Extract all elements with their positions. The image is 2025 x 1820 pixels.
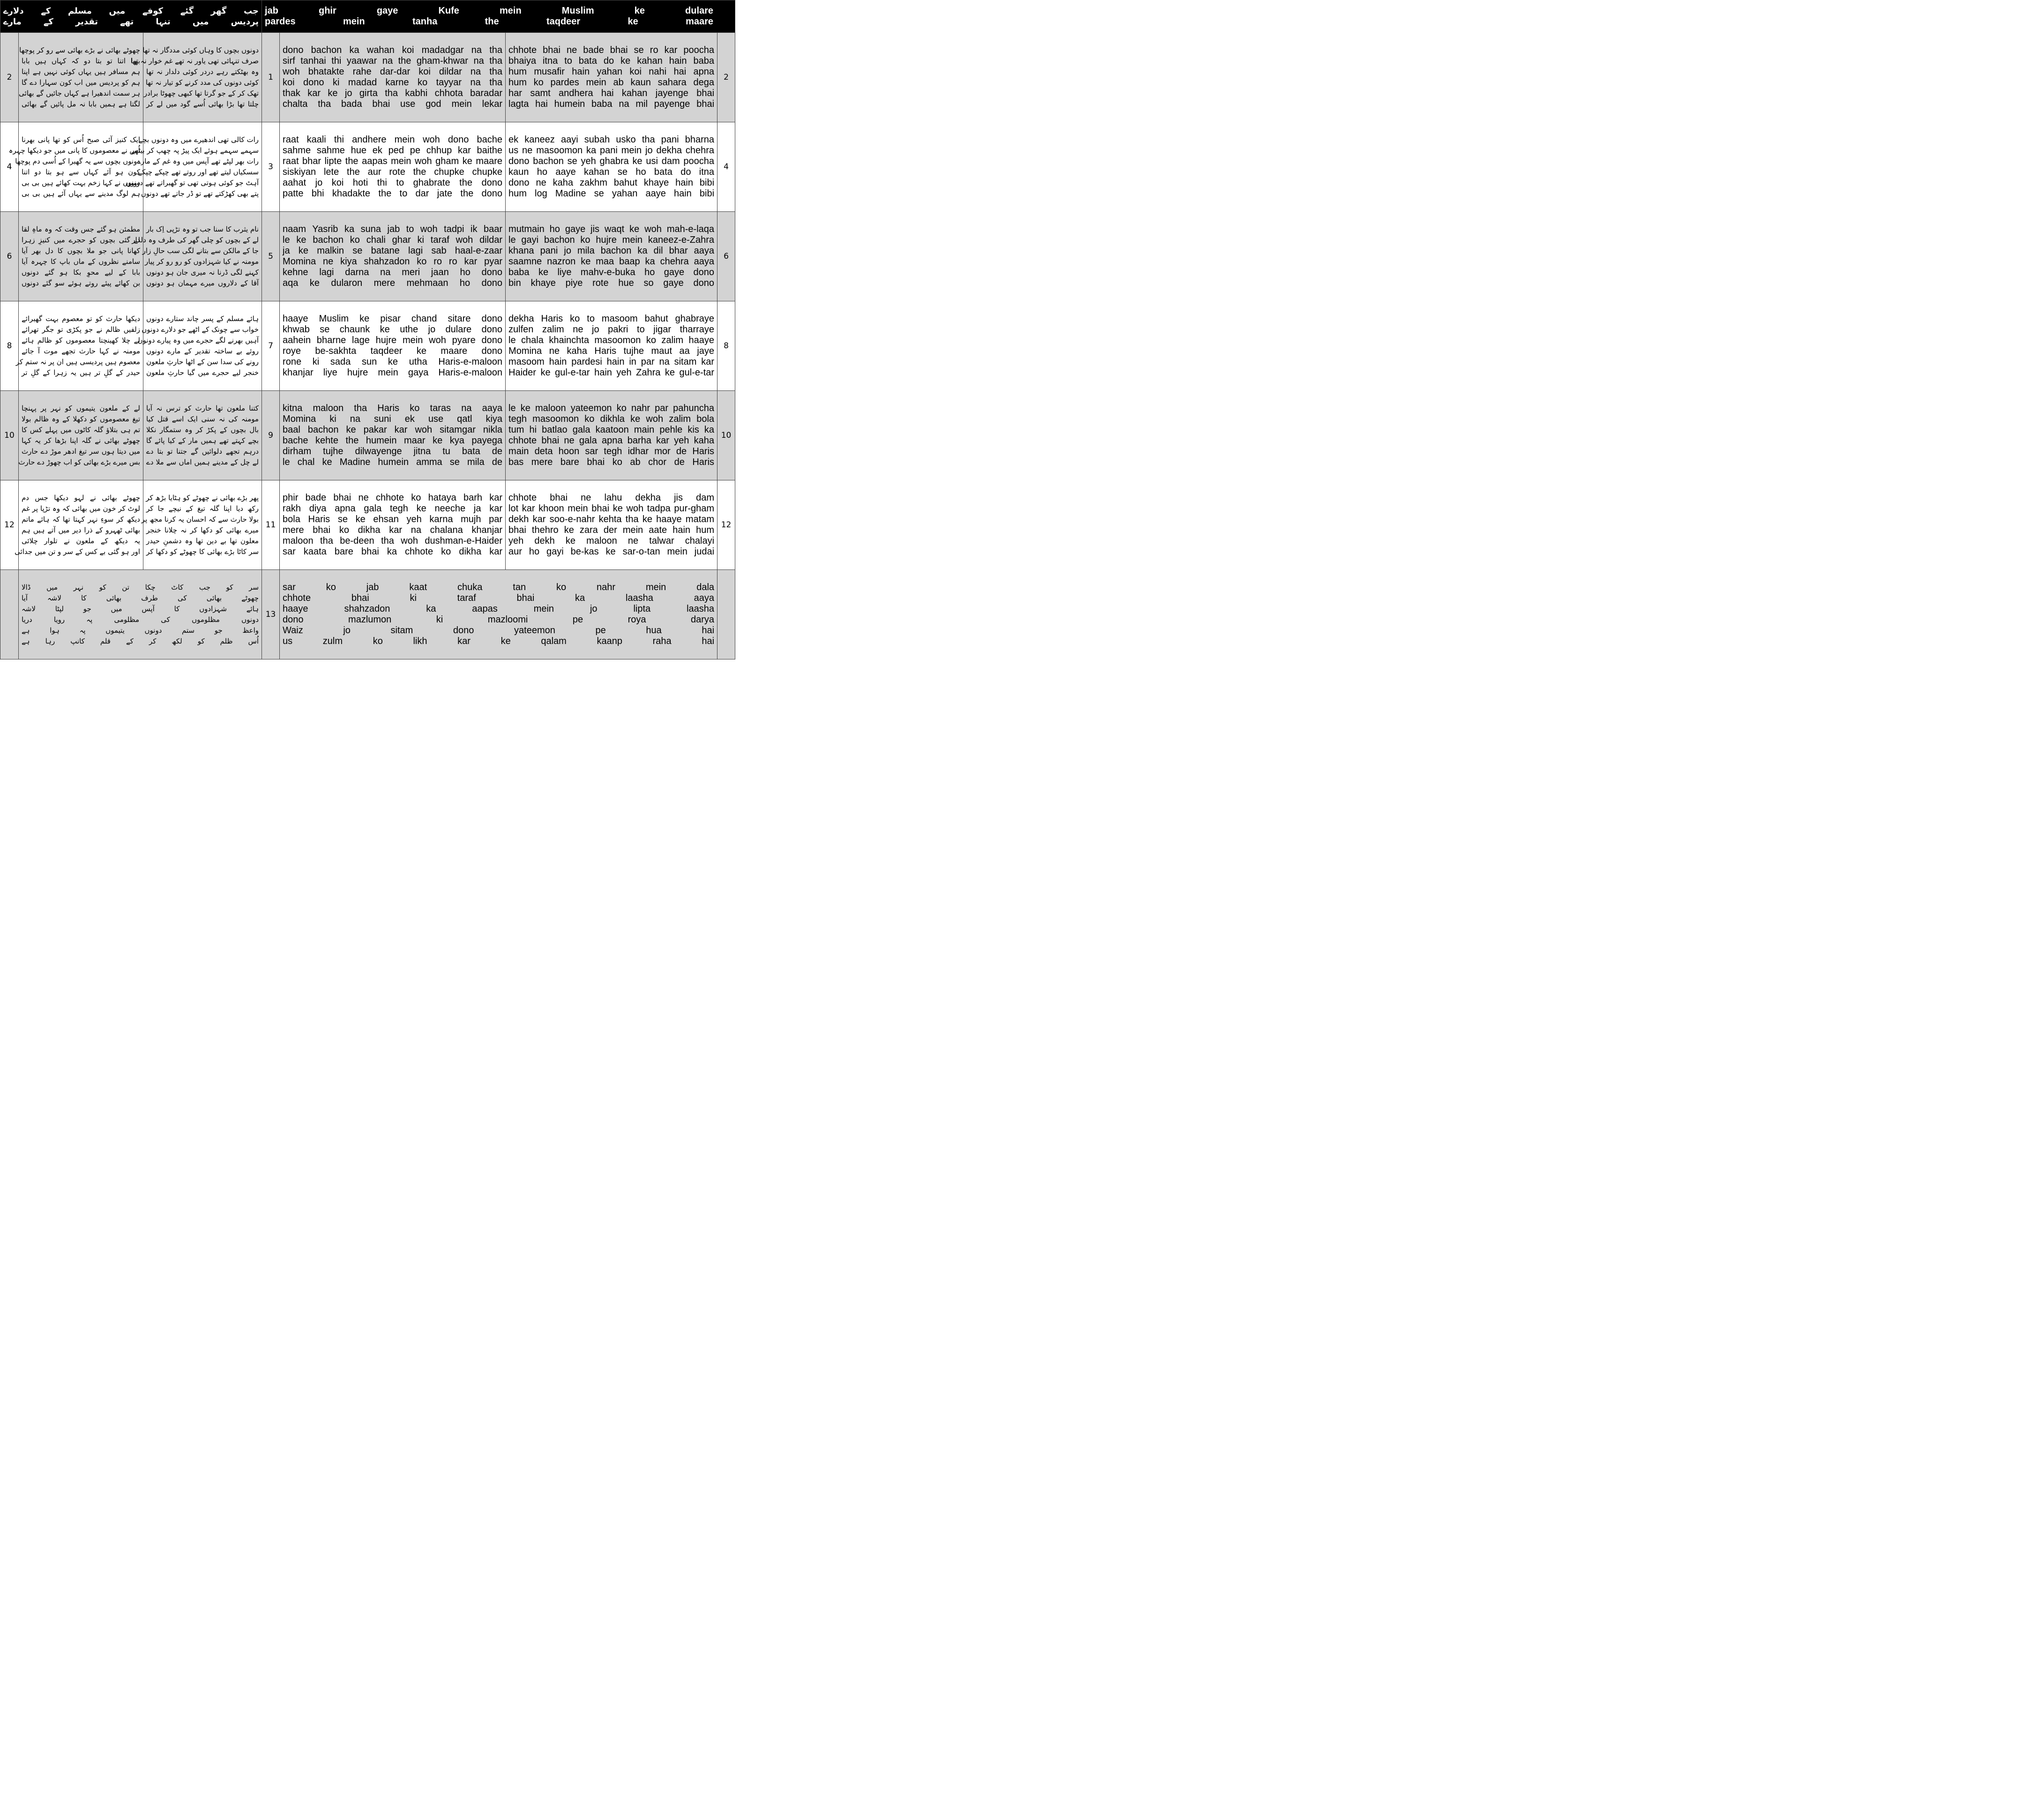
left-stanza-number: 8 [0,301,19,391]
left-stanza-number: 6 [0,212,19,301]
verse-line: chhote bhai ne bade bhai se ro kar poocha [508,45,715,55]
verse-line: us ne masoomon ka pani mein jo dekha chehra [508,145,715,156]
verse-line: baal bachon ke pakar kar woh sitamgar nikla [283,425,503,435]
verse-line: lot kar khoon mein bhai ke woh tadpa pur-gham [508,503,715,514]
urdu-stanza-even [15,301,143,391]
urdu-stanza-even [8,122,143,212]
verse-line: roye be-sakhta taqdeer ke maare dono [283,346,503,356]
verse-line: بھائی ٹھہرو کے ذرا دیر میں آتے ہیں ہم [22,526,140,534]
verse-line: ہر سمت اندھیرا ہے کہاں جائیں گے بھائی [19,89,140,97]
verse-line: le ke bachon ko chali ghar ki taraf woh dildar [283,235,503,245]
verse-line: ہائے مسلم کے پسر چاند ستارے دونوں [146,315,259,323]
verse-line: سسکیاں لیتے تھے اور روتے تھے چپکے چپکے [138,168,259,176]
right-stanza-number: 4 [717,122,735,212]
verse-line: zulfen zalim ne jo pakri to jigar tharraye [508,324,715,335]
middle-stanza-number: 13 [262,570,280,659]
verse-line: har samt andhera hai kahan jayenge bhai [508,88,715,98]
verse-line: baba ke liye mahv-e-buka ho gaye dono [508,267,715,277]
right-stanza-number [717,570,735,659]
verse-line: bas mere bare bhai ko ab chor de Haris [508,457,715,467]
stanza-row [0,33,735,122]
verse-line: thak kar ke jo girta tha kabhi chhota baradar [283,88,503,98]
verse-line: sar ko jab kaat chuka tan ko nahr mein dala [283,582,715,592]
verse-line: تھک کر کے جو گرتا تھا کبھی چھوٹا برادر [143,89,259,97]
verse-line: aur ho gayi be-kas ke sar-o-tan mein judai [508,547,715,557]
verse-line: saamne nazron ke maa baap ka chehra aaya [508,256,715,267]
verse-line: aahein bharne lage hujre mein woh pyare dono [283,335,503,345]
verse-line: raat bhar lipte the aapas mein woh gham ke maare [283,156,503,166]
roman-stanza-odd [280,480,506,570]
middle-stanza-number: 7 [262,301,280,391]
verse-line: مومنہ نے کیا شہزادوں کو رو رو کر پیار [145,257,259,266]
verse-line: mutmain ho gaye jis waqt ke woh mah-e-laqa [508,224,715,234]
verse-line: تم ہی بتلاؤ گلہ کاٹوں میں پہلے کس کا [22,426,140,434]
verse-line: آہیں بھرنے لگے حجرے میں وہ پیارے دونوں [137,336,259,345]
verse-line: کون ہو آئے کہاں سے ہو بتا دو اتنا [22,168,140,176]
roman-stanza-odd [280,391,506,480]
verse-line: dekh kar soo-e-nahr kehta tha ke haaye matam [508,514,715,524]
verse-line: کہنے لگی ڈرنا نہ میری جان ہو دونوں [146,268,259,277]
verse-line: sahme sahme hue ek ped pe chhup kar baithe [283,145,503,156]
verse-line: le gayi bachon ko hujre mein kaneez-e-Zahra [508,235,715,245]
middle-stanza-number: 3 [262,122,280,212]
verse-line: koi dono ki madad karne ko tayyar na tha [283,77,503,88]
verse-line: بس میرے بڑے بھائی کو اب چھوڑ دے حارث [18,458,140,466]
verse-line: بچے کہتے تھے ہمیں مار کے کیا پائے گا [146,436,259,445]
verse-line: ہم مسافر ہیں یہاں کوئی نہیں ہے اپنا [22,67,140,76]
verse-line: maloon tha be-deen tha woh dushman-e-Haider [283,536,503,546]
verse-line: mere bhai ko dikha kar na chalana khanjar [283,525,503,535]
verse-line: patte bhi khadakte the to dar jate the dono [283,188,503,199]
verse-line: bache kehte the humein maar ke kya payega [283,435,503,446]
verse-line: bola Haris se ke ehsan yeh karna mujh par [283,514,503,524]
roman-stanza-even [506,33,717,122]
verse-line: bin khaye piye rote hue so gaye dono [508,278,715,288]
verse-line: لے چل کے مدینے ہمیں اماں سے ملا دے [146,458,259,466]
verse-line: دونوں بچوں سے یہ گھبرا کے اُسی دم پوچھا [15,157,140,165]
verse-line: hum log Madine se yahan aaye hain bibi [508,188,715,199]
verse-line: لے کے بچوں کو چلی گھر کی طرف وہ دلدار [132,236,259,244]
verse-line: رات بھر لپٹے تھے آپس میں وہ غم کے مارے [137,157,259,165]
verse-line: معلون تھا بے دین تھا وہ دشمنِ حیدر [146,537,259,545]
header-urdu-line: جب گھر گئے کوفے میں مسلم کے دلارے [3,6,259,16]
verse-line: درہم تجھے دلوائیں گے جتنا تو بتا دے [146,447,259,456]
verse-line: معصوم ہیں پردیسی ہیں ان پر نہ ستم کر [15,358,140,366]
header-roman-line: jab ghir gaye Kufe mein Muslim ke dulare [265,6,714,16]
header-urdu [0,0,262,33]
verse-line: اُس ظلم کو لکھ کر کے قلم کانپ رہا ہے [22,637,259,645]
verse-line: تیغ معصوموں کو دکھلا کے وہ ظالم بولا [22,415,140,423]
verse-line: chhote bhai ne gala apna barha kar yeh kaha [508,435,715,446]
verse-line: کھانا پانی جو ملا بچوں کا دل بھر آیا [22,247,140,255]
verse-line: le chala khainchta masoomon ko zalim haaye [508,335,715,345]
left-stanza-number [0,570,19,659]
urdu-stanza-even [19,33,143,122]
verse-line: دیکھ کر سوءِ نہر کہتا تھا کہ ہائے ماتم [22,515,140,524]
verse-line: میں دیتا ہوں سر تیغ ادھر موڑ دے حارث [22,447,140,456]
left-stanza-number: 12 [0,480,19,570]
verse-line: khana pani jo mila bachon ka dil bhar aaya [508,246,715,256]
verse-line: khwab se chaunk ke uthe jo dulare dono [283,324,503,335]
left-stanza-number: 2 [0,33,19,122]
verse-line: آہٹ جو کوئی ہوتی تھی تو گھبراتے تھے دونوں [126,179,259,187]
urdu-stanza-odd [131,33,262,122]
verse-line: اور ہو گئی بے کس کے سر و تن میں جدائی [15,547,140,556]
verse-line: دونوں مظلوموں کی مظلومی پہ رویا دریا [22,615,259,624]
header-roman-line: pardes mein tanha the taqdeer ke maare [265,16,714,27]
verse-line: لے کے ملعون یتیموں کو نہر پر پہنچا [22,404,140,412]
verse-line: rakh diya apna gala tegh ke neeche ja kar [283,503,503,514]
verse-line: ہم کو پردیس میں اب کون سہارا دے گا [22,78,140,87]
middle-stanza-number: 1 [262,33,280,122]
verse-line: sirf tanhai thi yaawar na the gham-khwar na tha [283,56,503,66]
verse-line: bhaiya itna to bata do ke kahan hain baba [508,56,715,66]
verse-line: چھوٹے بھائی نے گلہ اپنا بڑھا کر یہ کہا [22,436,140,445]
verse-line: us zulm ko likh kar ke qalam kaanp raha hai [283,636,715,646]
right-stanza-number: 10 [717,391,735,480]
verse-line: chhote bhai ki taraf bhai ka laasha aaya [283,593,715,603]
verse-line: دونوں نے کہا زخم بہت کھائے ہیں بی بی [22,179,140,187]
verse-line: kaun ho aaye kahan se ho bata do itna [508,167,715,177]
right-stanza-number: 12 [717,480,735,570]
verse-line: مومنہ کی نہ سنی ایک اسے قتل کیا [146,415,259,423]
urdu-stanza-odd [132,212,262,301]
roman-stanza-even [506,212,717,301]
verse-line: روئے بے ساختہ تقدیر کے مارے دونوں [146,347,259,355]
verse-line: ہم لوگ مدینے سے یہاں آئے ہیں بی بی [22,189,140,198]
verse-line: kitna maloon tha Haris ko taras na aaya [283,403,503,413]
verse-line: لے گئی بچوں کو حجرے میں کنیزِ زہرا [22,236,140,244]
roman-stanza-full [280,570,717,659]
left-stanza-number: 10 [0,391,19,480]
verse-line: Haider ke gul-e-tar hain yeh Zahra ke gul-e-tar [508,367,715,378]
roman-stanza-even [506,301,717,391]
verse-line: chhote bhai ne lahu dekha jis dam [508,493,715,503]
verse-line: chalta tha bada bhai use god mein lekar [283,99,503,109]
urdu-stanza-odd [143,480,262,570]
verse-line: جا کے مالکن سے بتانے لگی سب حالِ زار [142,247,259,255]
verse-line: بال بچوں کے پکڑ کر وہ ستمگار نکلا [146,426,259,434]
urdu-stanza-odd [137,301,262,391]
verse-line: dono mazlumon ki mazloomi pe roya darya [283,614,715,625]
urdu-stanza-even [19,212,143,301]
verse-line: بابا کے لیے محوِ بکا ہو گئے دونوں [22,268,140,277]
verse-line: بھیا اتنا تو بتا دو کہ کہاں ہیں بابا [22,57,140,65]
verse-line: دونوں بچوں کا وہاں کوئی مددگار نہ تھا [142,46,259,54]
roman-stanza-odd [280,122,506,212]
verse-line: لگتا ہے ہمیں بابا نہ مل پائیں گے بھائی [22,100,140,108]
verse-line: khanjar liye hujre mein gaya Haris-e-maloon [283,367,503,378]
verse-line: tegh masoomon ko dikhla ke woh zalim bola [508,414,715,424]
verse-line: کوئی دونوں کی مدد کرنے کو تیار نہ تھا [145,78,259,87]
verse-line: ایک کنیز آئی صبح اُس کو تھا پانی بھرنا [22,135,140,144]
header-roman [262,0,735,33]
verse-line: چھوٹے بھائی نے بڑے بھائی سے رو کر پوچھا [19,46,140,54]
verse-line: dirham tujhe dilwayenge jitna tu bata de [283,446,503,457]
verse-line: main deta hoon sar tegh idhar mor de Haris [508,446,715,457]
verse-line: Momina ki na suni ek use qatl kiya [283,414,503,424]
roman-stanza-odd [280,301,506,391]
verse-line: dekha Haris ko to masoom bahut ghabraye [508,314,715,324]
verse-line: bhai thehro ke zara der mein aate hain hum [508,525,715,535]
verse-line: Waiz jo sitam dono yateemon pe hua hai [283,625,715,636]
verse-line: خواب سے چونک کے اٹھے جو دلارے دونوں [142,325,259,334]
roman-stanza-even [506,480,717,570]
lyrics-page [0,0,735,659]
stanza-row [0,122,735,212]
verse-line: lagta hai humein baba na mil payenge bhai [508,99,715,109]
verse-line: اُس نے معصوموں کا پانی میں جو دیکھا چہرہ [8,146,140,155]
verse-line: hum ko pardes mein ab kaun sahara dega [508,77,715,88]
stanza-row [0,391,735,480]
verse-line: سر کاٹا بڑے بھائی کا چھوٹے کو دکھا کر [146,547,259,556]
verse-line: وہ بھٹکتے رہے دردر کوئی دلدار نہ تھا [146,67,259,76]
urdu-stanza-even [15,480,143,570]
roman-stanza-odd [280,212,506,301]
verse-line: رونے کی سدا سن کے اٹھا حارثِ ملعون [146,358,259,366]
right-stanza-number: 2 [717,33,735,122]
middle-stanza-number: 9 [262,391,280,480]
verse-line: tum hi batlao gala kaatoon main pehle kis ka [508,425,715,435]
verse-line: خنجر لیے حجرے میں گیا حارثِ ملعون [146,368,259,377]
middle-stanza-number: 5 [262,212,280,301]
urdu-stanza-full [19,570,262,659]
verse-line: یہ دیکھ کے ملعون نے تلوار چلائی [22,537,140,545]
verse-line: سہمے سہمے ہوئے ایک پیڑ پہ چھپ کر بیٹھے [131,146,259,155]
verse-line: کتنا ملعون تھا حارث کو ترس نہ آیا [146,404,259,412]
verse-line: حیدر کے گلِ تر ہیں یہ زہرا کے گلِ تر [22,368,140,377]
stanza-row [0,301,735,391]
urdu-stanza-even [19,391,143,480]
verse-line: aahat jo koi hoti thi to ghabrate the dono [283,178,503,188]
verse-line: چھوٹے بھائی کی طرف بھائی کا لاشہ آیا [22,594,259,602]
verse-line: ja ke malkin se batane lagi sab haal-e-zaar [283,246,503,256]
verse-line: مومنہ نے کہا حارث تجھے موت آ جائے [22,347,140,355]
right-stanza-number: 8 [717,301,735,391]
verse-line: زلفیں ظالم نے جو پکڑی تو جگر تھرائے [22,325,140,334]
verse-line: le chal ke Madine humein amma se mila de [283,457,503,467]
middle-stanza-number: 11 [262,480,280,570]
verse-line: ہائے شہزادوں کا آپس میں جو لپٹا لاشہ [22,605,259,613]
verse-line: phir bade bhai ne chhote ko hataya barh kar [283,493,503,503]
verse-line: بولا حارث سے کہ احسان یہ کرنا مجھ پر [141,515,259,524]
verse-line: raat kaali thi andhere mein woh dono bache [283,135,503,145]
verse-line: siskiyan lete the aur rote the chupke chupke [283,167,503,177]
verse-line: میرے بھائی کو دکھا کر نہ چلانا خنجر [146,526,259,534]
verse-line: پھر بڑے بھائی نے چھوٹے کو ہٹایا بڑھ کر [146,494,259,502]
verse-line: kehne lagi darna na meri jaan ho dono [283,267,503,277]
left-stanza-number: 4 [0,122,19,212]
stanza-row [0,570,735,659]
verse-line: rone ki sada sun ke utha Haris-e-maloon [283,357,503,367]
verse-line: رکھ دیا اپنا گلہ تیغ کے نیچے جا کر [146,504,259,513]
verse-line: واعظ جو ستم دونوں یتیموں پہ ہوا ہے [22,626,259,635]
verse-line: masoom hain pardesi hain in par na sitam kar [508,357,715,367]
urdu-stanza-odd [126,122,262,212]
verse-line: لوٹ کر خون میں بھائی کہ وہ تڑپا پر غم [22,504,140,513]
verse-line: Momina ne kaha Haris tujhe maut aa jaye [508,346,715,356]
stanza-row [0,480,735,570]
verse-line: le ke maloon yateemon ko nahr par pahuncha [508,403,715,413]
right-stanza-number: 6 [717,212,735,301]
verse-line: naam Yasrib ka suna jab to woh tadpi ik baar [283,224,503,234]
verse-line: Momina ne kiya shahzadon ko ro ro kar pyar [283,256,503,267]
lyrics-table [0,0,735,659]
roman-stanza-even [506,391,717,480]
verse-line: yeh dekh ke maloon ne talwar chalayi [508,536,715,546]
roman-stanza-odd [280,33,506,122]
verse-line: مطمئن ہو گئے جس وقت کہ وہ ماہِ لقا [22,225,140,233]
stanza-row [0,212,735,301]
verse-line: لے چلا کھینچتا معصوموں کو ظالم ہائے [22,336,140,345]
verse-line: haaye Muslim ke pisar chand sitare dono [283,314,503,324]
verse-line: haaye shahzadon ka aapas mein jo lipta laasha [283,604,715,614]
verse-line: سامنے نظروں کے ماں باپ کا چہرہ آیا [22,257,140,266]
urdu-stanza-odd [143,391,262,480]
verse-line: چھوٹے بھائی نے لہو دیکھا جس دم [22,494,140,502]
verse-line: بن کھائے پیئے روتے ہوئے سو گئے دونوں [22,279,140,287]
verse-line: woh bhatakte rahe dar-dar koi dildar na tha [283,67,503,77]
header-row [0,0,735,33]
verse-line: dono ne kaha zakhm bahut khaye hain bibi [508,178,715,188]
verse-line: aqa ke dularon mere mehmaan ho dono [283,278,503,288]
verse-line: dono bachon se yeh ghabra ke usi dam poocha [508,156,715,166]
verse-line: dono bachon ka wahan koi madadgar na tha [283,45,503,55]
verse-line: رات کالی تھی اندھیرے میں وہ دونوں بچے [138,135,259,144]
verse-line: sar kaata bare bhai ka chhote ko dikha kar [283,547,503,557]
verse-line: صرف تنہائی تھی یاور نہ تھے غم خوار نہ تھا [131,57,259,65]
verse-line: آقا کے دلاروں میرے مہمان ہو دونوں [146,279,259,287]
verse-line: چلتا تھا بڑا بھائی اُسے گود میں لے کر [146,100,259,108]
header-urdu-line: پردیس میں تنہا تھے تقدیر کے مارے [3,17,259,27]
verse-line: نام یثرب کا سنا جب تو وہ تڑپی اِک بار [146,225,259,233]
verse-line: hum musafir hain yahan koi nahi hai apna [508,67,715,77]
verse-line: پتے بھی کھڑکتے تھے تو ڈر جاتے تھے دونوں [141,189,259,198]
roman-stanza-even [506,122,717,212]
verse-line: سر کو جب کاٹ چکا تن کو نہر میں ڈالا [22,583,259,592]
verse-line: ek kaneez aayi subah usko tha pani bharna [508,135,715,145]
verse-line: دیکھا حارث کو تو معصوم بہت گھبرائے [22,315,140,323]
